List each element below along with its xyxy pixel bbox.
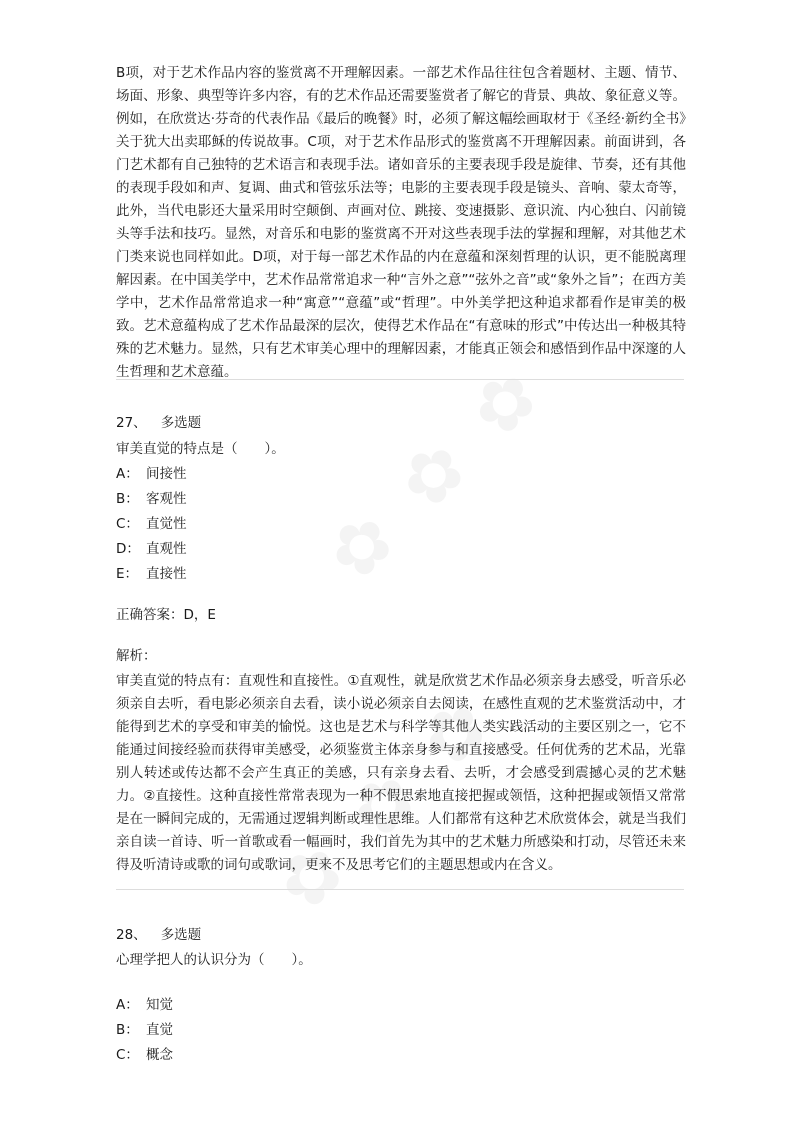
option-a [116,464,187,484]
section-divider [116,889,684,890]
question-type: 多选题 [160,927,202,943]
option-key: B： [116,1022,139,1038]
option-key: C： [116,516,139,532]
question-28-header [116,925,201,945]
analysis-label: 解析： [116,648,157,664]
option-text: 概念 [146,1047,173,1063]
option-text: 客观性 [146,491,187,507]
option-b [116,489,187,509]
question-27-header [116,413,201,433]
correct-answer [116,605,216,625]
option-e [116,564,187,584]
analysis-text: 审美直觉的特点有：直观性和直接性。①直观性，就是欣赏艺术作品必须亲身去感受，听音乐必须亲自去听，看电影必须亲自去看，读小说必须亲自去阅读，在感性直观的艺术鉴赏活动中，才能得到艺术的享受和审美的愉悦。这也是艺术与科学等其他人类实践活动的主要区别之一，它不能通过间接经验而获得审美感受，必须鉴赏主体亲身参与和直接感受。任何优秀的艺术品，光靠别人转述或传达都不会产生真正的美感，只有亲身去看、去听，才会感受到震撼心灵的艺术魅力。②直接性。这种直接性常常表现为一种不假思索地直接把握或领悟，这种把握或领悟又常常是在一瞬间完成的，无需通过逻辑判断或理性思维。人们都常有这种艺术欣赏体会，就是当我们亲自读一首诗、听一首歌或看一幅画时，我们首先为其中的艺术魅力所感染和打动，尽管还未来得及听清诗或歌的词句或歌词，更来不及思考它们的主题思想或内在含义。 [116,673,686,873]
answer-label: 正确答案： [116,607,184,623]
question-number: 27、 [116,415,147,431]
option-text: 直接性 [146,566,187,582]
option-key: D： [116,541,140,557]
option-key: B： [116,491,139,507]
question-27-stem: 审美直觉的特点是（ ）。 [116,441,285,457]
section-divider [116,379,684,380]
option-c [116,1045,173,1065]
option-key: A： [116,466,139,482]
option-c [116,514,187,534]
option-d [116,539,187,559]
option-text: 直觉 [146,1022,173,1038]
question-28-stem: 心理学把人的认识分为（ ）。 [116,952,312,968]
option-key: E： [116,566,139,582]
option-key: A： [116,997,139,1013]
option-text: 间接性 [146,466,187,482]
option-text: 知觉 [146,997,173,1013]
question-type: 多选题 [160,415,202,431]
option-text: 直观性 [146,541,187,557]
option-b [116,1020,173,1040]
option-a [116,995,173,1015]
intro-paragraph: B项，对于艺术作品内容的鉴赏离不开理解因素。一部艺术作品往往包含着题材、主题、情节、场面、形象、典型等许多内容，有的艺术作品还需要鉴赏者了解它的背景、典故、象征意义等。例如，在欣赏达·芬奇的代表作品《最后的晚餐》时，必须了解这幅绘画取材于《圣经·新约全书》关于犹大出卖耶稣的传说故事。C项，对于艺术作品形式的鉴赏离不开理解因素。前面讲到，各门艺术都有自己独特的艺术语言和表现手法。诸如音乐的主要表现手段是旋律、节奏，还有其他的表现手段如和声、复调、曲式和管弦乐法等；电影的主要表现手段是镜头、音响、蒙太奇等，此外，当代电影还大量采用时空颠倒、声画对位、跳接、变速摄影、意识流、内心独白、闪前镜头等手法和技巧。显然，对音乐和电影的鉴赏离不开对这些表现手法的掌握和理解，对其他艺术门类来说也同样如此。D项，对于每一部艺术作品的内在意蕴和深刻哲理的认识，更不能脱离理解因素。在中国美学中，艺术作品常常追求一种“言外之意”“弦外之音”或“象外之旨”；在西方美学中，艺术作品常常追求一种“寓意”“意蕴”或“哲理”。中外美学把这种追求都看作是审美的极致。艺术意蕴构成了艺术作品最深的层次，使得艺术作品在“有意味的形式”中传达出一种极其特殊的艺术魅力。显然，只有艺术审美心理中的理解因素，才能真正领会和感悟到作品中深邃的人生哲理和艺术意蕴。 [116,65,686,380]
question-number: 28、 [116,927,147,943]
answer-value: D，E [183,607,216,623]
option-text: 直觉性 [146,516,187,532]
option-key: C： [116,1047,139,1063]
watermark [310,346,561,597]
